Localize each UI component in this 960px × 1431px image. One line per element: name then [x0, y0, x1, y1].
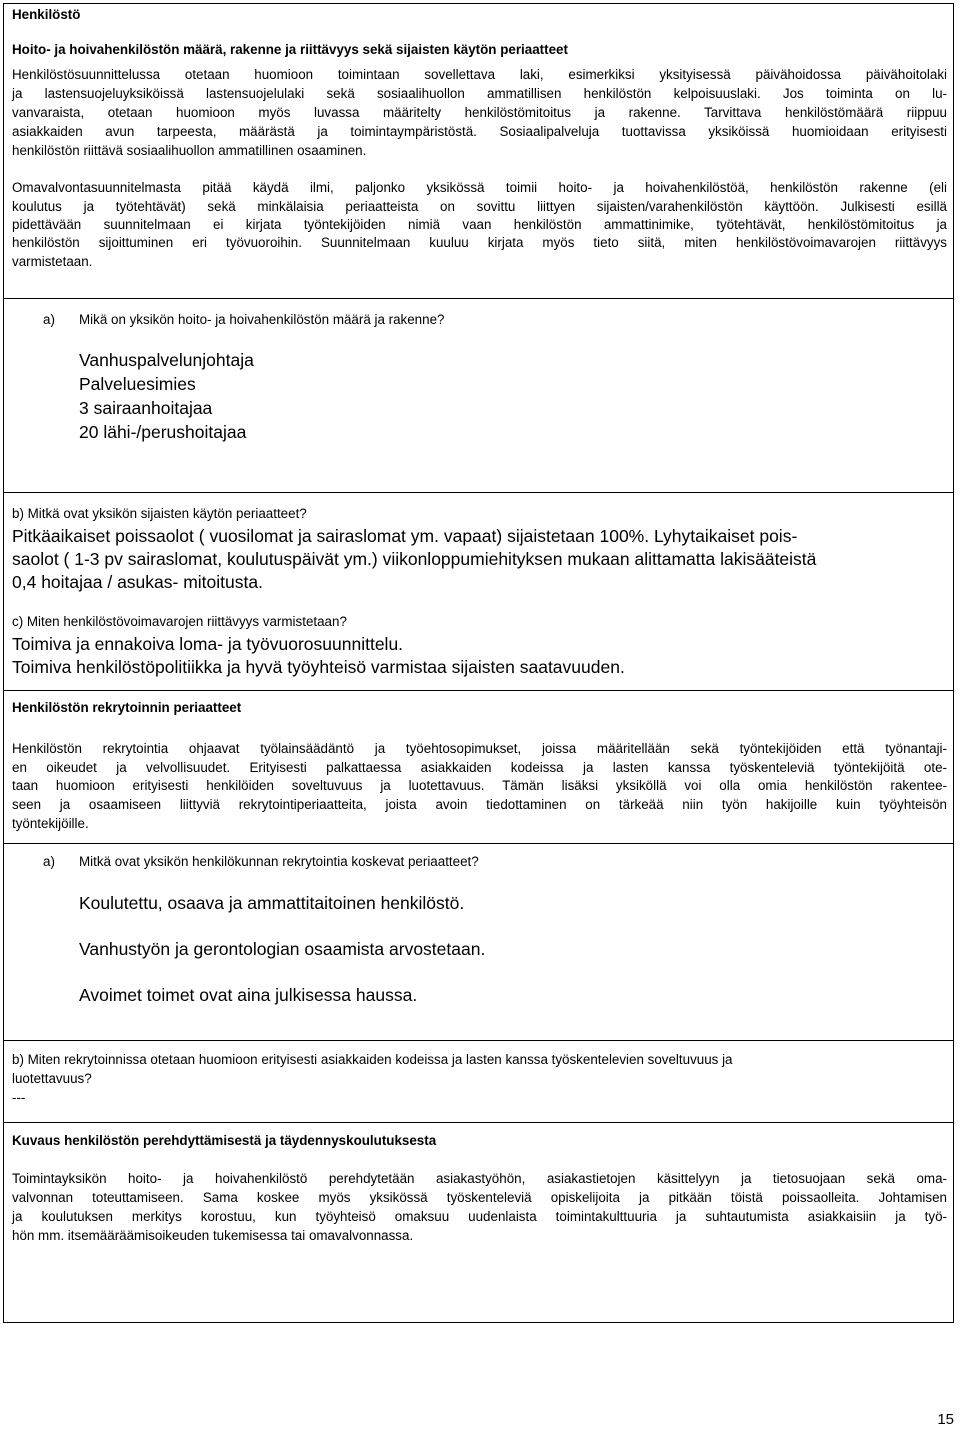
answer-line: saolot ( 1-3 pv sairaslomat, koulutuspäivät ym.) viikonloppumiehityksen mukaan alittamatta lakisääteistä	[12, 549, 817, 569]
answer-line: Toimiva ja ennakoiva loma- ja työvuorosuunnittelu.	[12, 634, 404, 654]
paragraph-line: varmistetaan.	[12, 254, 93, 269]
paragraph-line: hön mm. itsemääräämisoikeuden tukemisessa tai omavalvonnassa.	[12, 1228, 414, 1243]
section-title: Henkilöstö	[12, 7, 81, 22]
section-subtitle: Hoito- ja hoivahenkilöstön määrä, rakenne ja riittävyys sekä sijaisten käytön periaatteet	[12, 42, 568, 57]
question-marker: a)	[43, 312, 55, 327]
paragraph-line: valvonnan toteuttamiseen. Sama koskee myös yksikössä työskenteleviä opiskelijoita ja pitkään töistä poissaolleita. Johtamisen	[12, 1190, 947, 1205]
recruit-title: Henkilöstön rekrytoinnin periaatteet	[12, 700, 242, 715]
question-text: b) Miten rekrytoinnissa otetaan huomioon erityisesti asiakkaiden kodeissa ja lasten kanssa työskentelevien soveltuvuus ja	[12, 1052, 733, 1067]
paragraph-line: Omavalvontasuunnitelmasta pitää käydä ilmi, paljonko yksikössä toimii hoito- ja hoivahenkilöstöä, henkilöstön rakenne (eli	[12, 180, 947, 195]
question-text: Mikä on yksikön hoito- ja hoivahenkilöstön määrä ja rakenne?	[79, 312, 445, 327]
divider	[3, 1122, 954, 1123]
divider	[3, 843, 954, 844]
answer-line: 0,4 hoitajaa / asukas- mitoitusta.	[12, 572, 263, 592]
paragraph-line: asiakkaiden avun tarpeesta, määrästä ja toimintaympäristöstä. Sosiaalipalveluja tuottavissa yksiköissä huomioidaan erityisesti	[12, 124, 947, 139]
paragraph-line: en oikeudet ja velvollisuudet. Erityisesti palkattaessa asiakkaiden kodeissa ja lasten kanssa työskenteleviä työntekijöitä ote-	[12, 760, 947, 775]
paragraph-line: Toimintayksikön hoito- ja hoivahenkilöstö perehdytetään asiakastyöhön, asiakastietojen käsittelyyn ja tietosuojaan sekä oma-	[12, 1171, 947, 1186]
paragraph-line: henkilöstön sijoittuminen eri työvuoroihin. Suunnitelmaan kuuluu kirjata myös tieto siitä, miten henkilöstövoimavarojen riittävyys	[12, 235, 947, 250]
answer-line: Koulutettu, osaava ja ammattitaitoinen henkilöstö.	[79, 893, 465, 913]
question-text: c) Miten henkilöstövoimavarojen riittävyys varmistetaan?	[12, 614, 347, 629]
answer-line: Avoimet toimet ovat aina julkisessa haussa.	[79, 985, 418, 1005]
page-number: 15	[937, 1411, 954, 1428]
paragraph-line: ja koulutuksen merkitys korostuu, kun työyhteisö omaksuu uudenlaista toimintakulttuuria ja suhtautumista asiakkaisiin ja työ-	[12, 1209, 947, 1224]
question-text: Mitkä ovat yksikön henkilökunnan rekrytointia koskevat periaatteet?	[79, 854, 479, 869]
question-marker: a)	[43, 854, 55, 869]
paragraph-line: Henkilöstösuunnittelussa otetaan huomioon toimintaan sovellettava laki, esimerkiksi yksityisessä päivähoidossa päivähoitolaki	[12, 67, 947, 82]
answer-line: Toimiva henkilöstöpolitiikka ja hyvä työyhteisö varmistaa sijaisten saatavuuden.	[12, 657, 625, 677]
answer-line: 3 sairaanhoitajaa	[79, 398, 213, 418]
paragraph-line: ja lastensuojeluyksiköissä lastensuojelulaki sekä sosiaalihuollon ammatillisen henkilöstön kelpoisuuslaki. Jos toiminta on lu-	[12, 86, 947, 101]
paragraph-line: työntekijöille.	[12, 816, 89, 831]
answer-line: Palveluesimies	[79, 374, 196, 394]
question-text: luotettavuus?	[12, 1071, 92, 1086]
paragraph-line: Henkilöstön rekrytointia ohjaavat työlainsäädäntö ja työehtosopimukset, joissa määritellään sekä työntekijöiden että työnantaji-	[12, 741, 947, 756]
orient-title: Kuvaus henkilöstön perehdyttämisestä ja täydennyskoulutuksesta	[12, 1133, 437, 1148]
divider	[3, 492, 954, 493]
paragraph-line: henkilöstön riittävä sosiaalihuollon ammatillinen osaaminen.	[12, 143, 367, 158]
divider	[3, 690, 954, 691]
paragraph-line: koulutus ja työtehtävät) sekä minkälaisia periaatteista on sovittu liittyen sijaisten/varahenkilöstön käyttöön. Julkisesti esillä	[12, 199, 947, 214]
answer-line: 20 lähi-/perushoitajaa	[79, 422, 247, 442]
paragraph-line: taan huomioon erityisesti henkilöiden soveltuvuus ja luotettavuus. Tämän lisäksi yksiköllä voi olla omia henkilöstön rakentee-	[12, 778, 947, 793]
divider	[3, 1040, 954, 1041]
divider	[3, 298, 954, 299]
paragraph-line: vanvaraista, otetaan huomioon myös luvassa määritelty henkilöstömitoitus ja rakenne. Tarvittava henkilöstömäärä riippuu	[12, 105, 947, 120]
answer-text: ---	[12, 1090, 26, 1105]
question-text: b) Mitkä ovat yksikön sijaisten käytön periaatteet?	[12, 506, 307, 521]
paragraph-line: seen ja osaamiseen liittyviä rekrytointiperiaatteita, joista avoin tiedottaminen on tärkeää niin työn hakijoille kuin työyhteisön	[12, 797, 947, 812]
answer-line: Vanhuspalvelunjohtaja	[79, 350, 254, 370]
paragraph-line: pidettävään suunnitelmaan ei kirjata työntekijöiden nimiä vaan henkilöstön ammattinimike, työtehtävät, henkilöstömitoitus ja	[12, 217, 947, 232]
answer-line: Pitkäaikaiset poissaolot ( vuosilomat ja sairaslomat ym. vapaat) sijaistetaan 100%. Lyhytaikaiset pois-	[12, 526, 798, 546]
answer-line: Vanhustyön ja gerontologian osaamista arvostetaan.	[79, 939, 486, 959]
